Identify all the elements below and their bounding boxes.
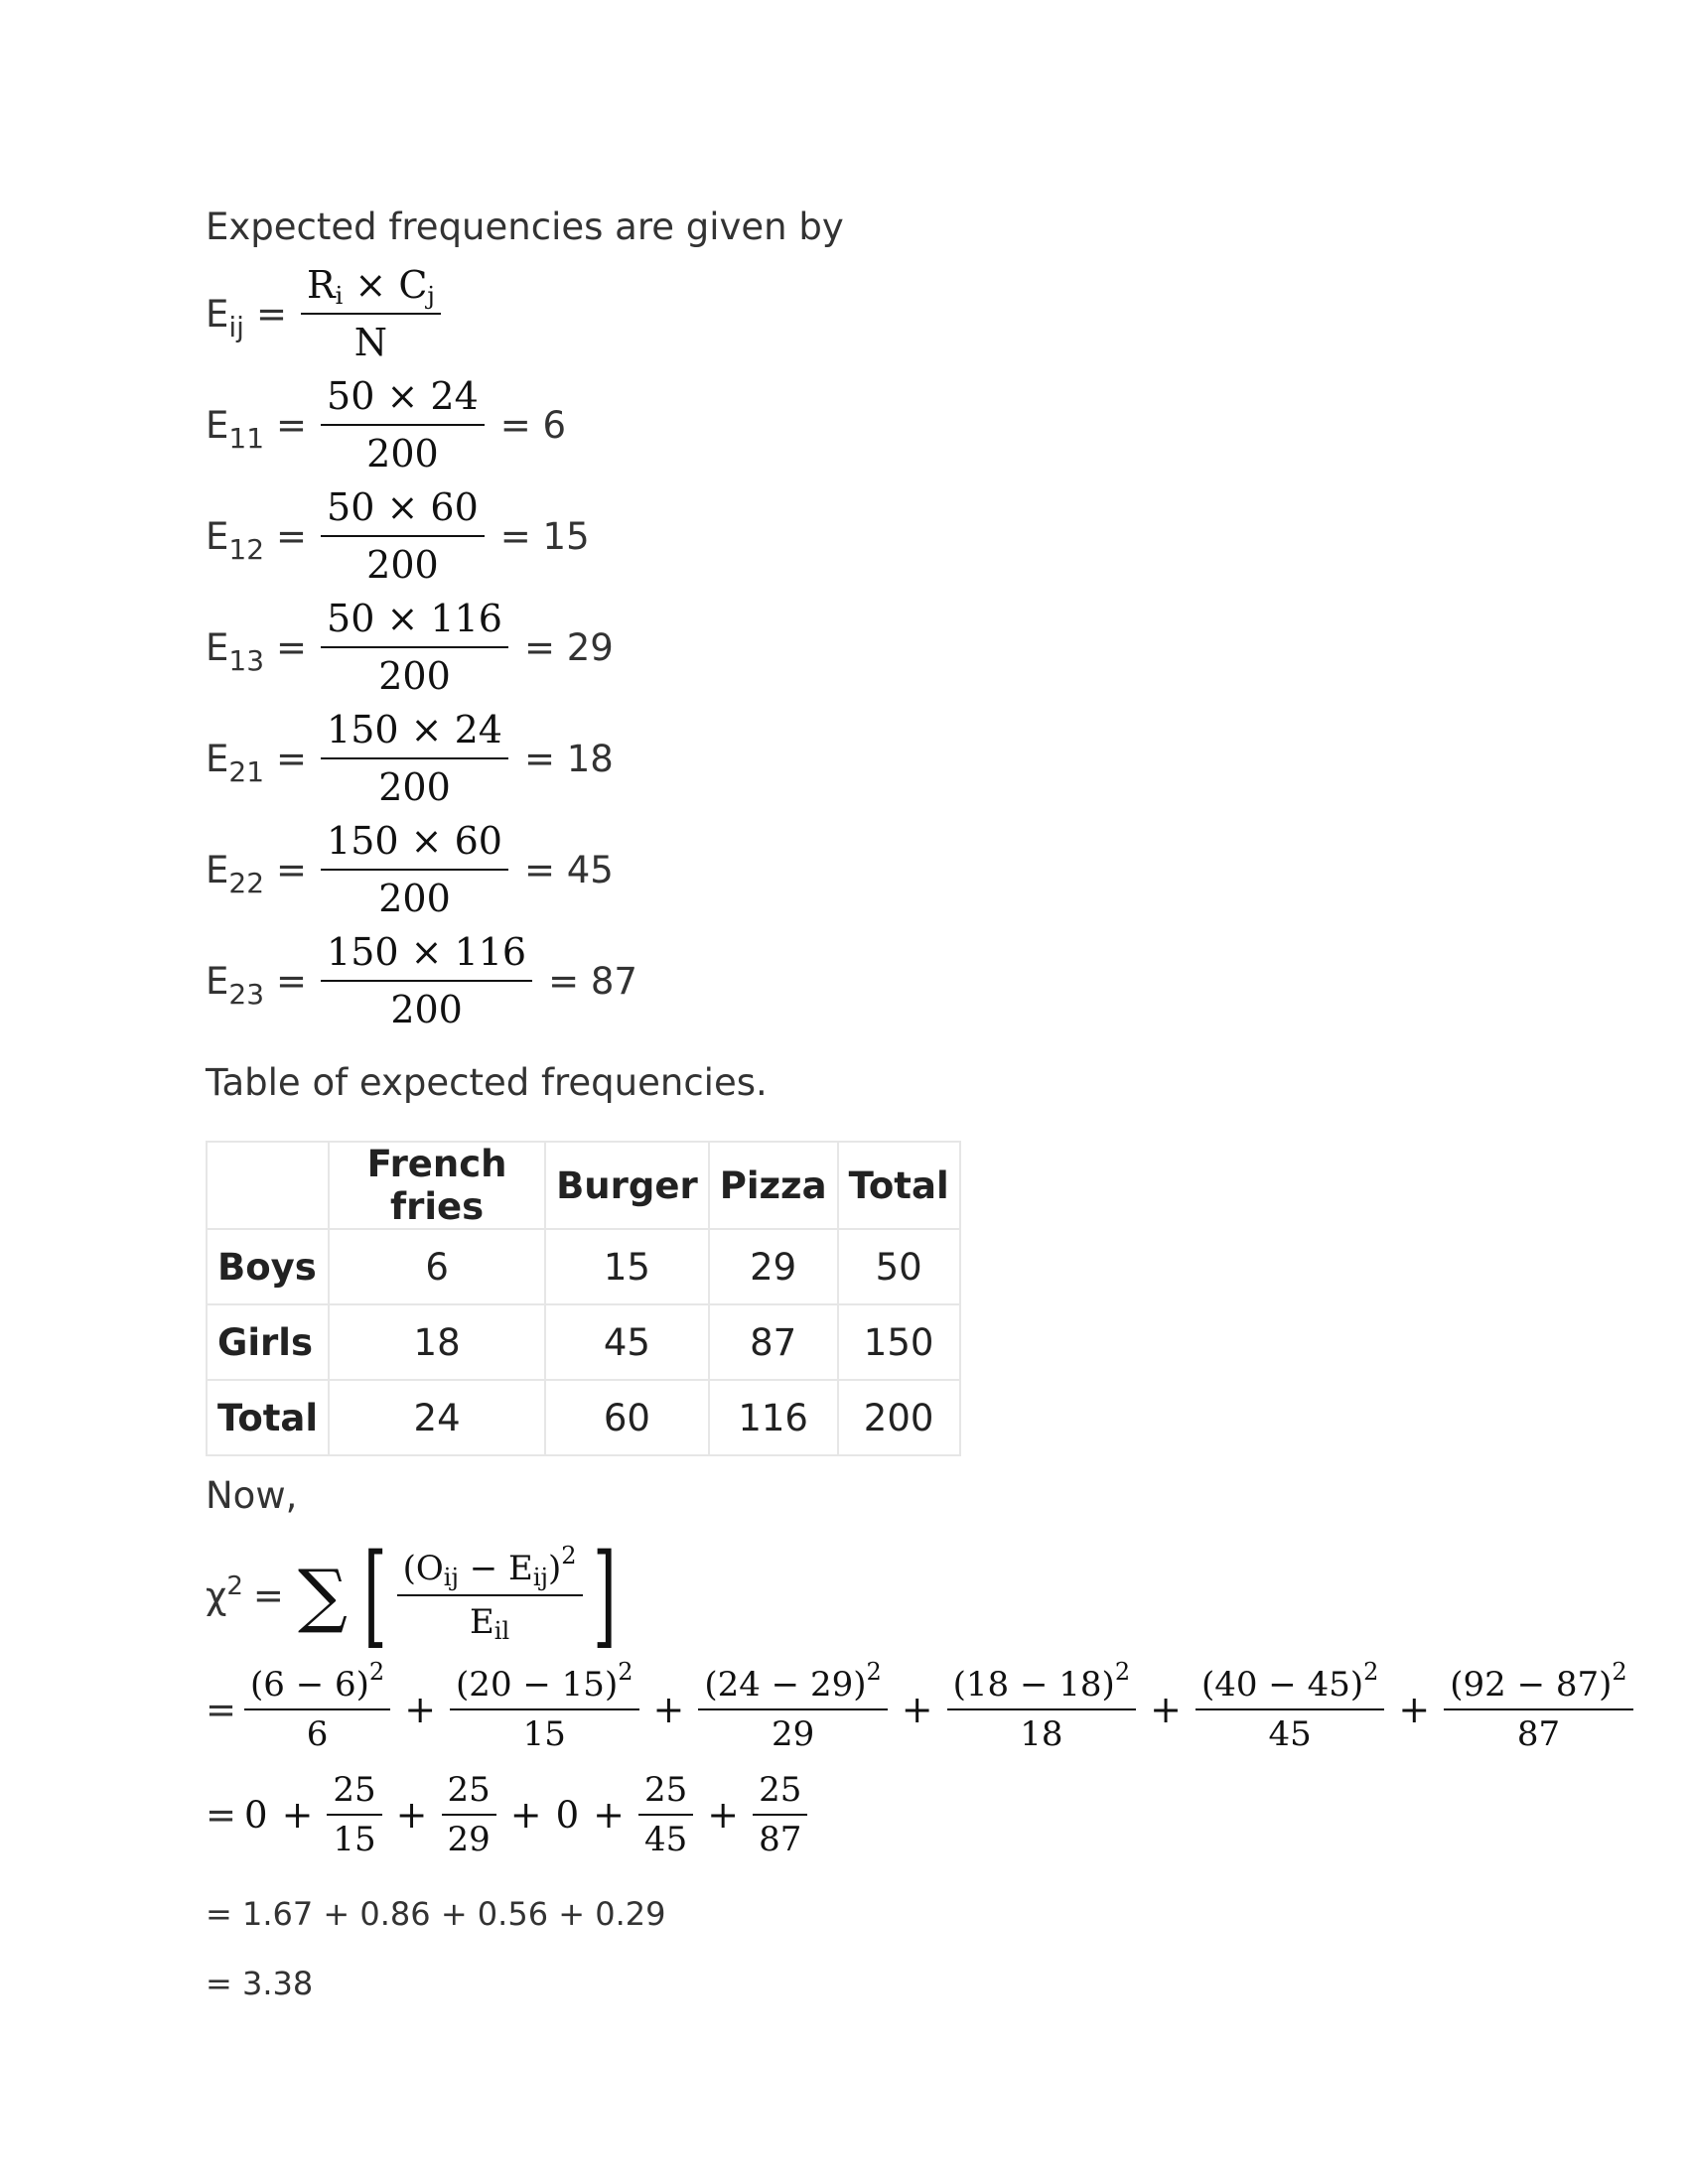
simplified-zero: 0	[244, 1793, 268, 1837]
equation-result: = 29	[523, 625, 614, 669]
plus-sign: +	[1398, 1688, 1431, 1731]
expanded-sum	[206, 1658, 1627, 1754]
equation-numerator: 150 × 24	[321, 708, 508, 759]
general-times: ×	[354, 263, 387, 307]
equation-equals: =	[276, 737, 308, 780]
sum-term-denominator: 18	[1020, 1714, 1063, 1754]
table-cell: 50	[838, 1229, 960, 1304]
sum-term-numerator	[947, 1658, 1136, 1710]
sum-term-num-text: (24 − 29)	[704, 1665, 867, 1705]
plus-sign: +	[509, 1793, 542, 1837]
simplified-numerator: 25	[753, 1770, 807, 1816]
table-cell: 87	[709, 1304, 838, 1380]
equation-result: = 87	[548, 959, 637, 1003]
sum-term-num-text: (18 − 18)	[952, 1665, 1115, 1705]
equation-fraction	[321, 930, 532, 1031]
general-fraction	[301, 263, 441, 364]
sum-equals: =	[206, 1688, 237, 1731]
equation-e22	[206, 819, 1496, 920]
general-num-c-sub: j	[427, 282, 435, 310]
sum-term-num-text: (20 − 15)	[456, 1665, 619, 1705]
general-formula	[206, 263, 1496, 364]
sum-term-num-text: (40 − 45)	[1200, 1665, 1364, 1705]
equation-lhs	[206, 959, 265, 1011]
plus-sign: +	[1150, 1688, 1182, 1731]
equation-denominator: 200	[390, 988, 463, 1031]
sum-term-num-text: (6 − 6)	[250, 1665, 369, 1705]
general-lhs-letter: E	[206, 292, 229, 336]
simplified-denominator: 87	[759, 1820, 802, 1859]
chi-numerator	[397, 1542, 583, 1596]
decimal-sum-line: = 1.67 + 0.86 + 0.56 + 0.29	[206, 1895, 666, 1933]
sum-term	[947, 1658, 1136, 1754]
table-cell: 60	[545, 1380, 709, 1455]
equation-lhs-sub: 23	[228, 977, 265, 1011]
equation-lhs-letter: E	[206, 848, 229, 891]
equation-lhs	[206, 737, 265, 788]
simplified-fraction	[442, 1770, 496, 1859]
sum-term-numerator	[450, 1658, 638, 1710]
equation-numerator: 150 × 60	[321, 819, 508, 871]
chi-den-sub: il	[493, 1617, 510, 1645]
equation-lhs	[206, 625, 265, 677]
equation-lhs-sub: 22	[228, 866, 265, 899]
sum-term-denominator: 29	[771, 1714, 815, 1754]
equation-lhs-sub: 13	[228, 643, 265, 677]
sum-term	[450, 1658, 638, 1754]
sum-term-denominator: 6	[306, 1714, 329, 1754]
equation-lhs	[206, 514, 265, 566]
equation-fraction	[321, 708, 508, 809]
table-cell: 15	[545, 1229, 709, 1304]
chi-den-letter: E	[469, 1602, 494, 1642]
expected-frequency-table	[206, 1141, 961, 1456]
equation-e21	[206, 708, 1496, 809]
equation-lhs-letter: E	[206, 403, 229, 447]
plus-sign: +	[593, 1793, 626, 1837]
chi-num-close: )	[547, 1549, 562, 1588]
general-num-c: C	[398, 263, 428, 307]
general-numerator	[301, 263, 441, 315]
left-bracket-icon: [	[362, 1531, 387, 1660]
equation-equals: =	[276, 848, 308, 891]
sum-term-numerator	[698, 1658, 887, 1710]
equation-denominator: 200	[378, 765, 451, 809]
chi-square-formula	[206, 1531, 1496, 1660]
equation-lhs-sub: 21	[228, 754, 265, 788]
chi-num-open: (O	[402, 1549, 444, 1588]
chi-letter: χ	[206, 1573, 227, 1617]
equation-denominator: 200	[366, 432, 439, 476]
equation-result: = 18	[523, 737, 614, 780]
table-header-cell: French fries	[329, 1142, 545, 1229]
simplified-denominator: 29	[447, 1820, 491, 1859]
sum-term	[1444, 1658, 1632, 1754]
table-header-row	[207, 1142, 960, 1229]
expected-equations	[206, 374, 1496, 1031]
simplified-numerator: 25	[638, 1770, 693, 1816]
sum-term-sup: 2	[1363, 1658, 1379, 1686]
table-header-cell: Total	[838, 1142, 960, 1229]
simplified-numerator: 25	[442, 1770, 496, 1816]
equation-lhs-sub: 12	[228, 532, 265, 566]
sum-term	[1196, 1658, 1384, 1754]
sum-term-sup: 2	[1114, 1658, 1131, 1686]
table-row	[207, 1380, 960, 1455]
table-cell: 24	[329, 1380, 545, 1455]
plus-sign: +	[281, 1793, 314, 1837]
equation-denominator: 200	[378, 877, 451, 920]
equation-fraction	[321, 485, 485, 587]
equation-e23	[206, 930, 1496, 1031]
chi-equals: =	[252, 1573, 284, 1617]
equation-e11	[206, 374, 1496, 476]
general-num-r: R	[306, 263, 336, 307]
chi-num-sup: 2	[561, 1542, 577, 1570]
equation-result: = 6	[499, 403, 567, 447]
general-equals: =	[255, 292, 287, 336]
equation-lhs-letter: E	[206, 737, 229, 780]
chi-fraction	[397, 1542, 583, 1645]
equation-fraction	[321, 597, 508, 698]
sum-term	[698, 1658, 887, 1754]
table-caption: Table of expected frequencies.	[206, 1061, 768, 1104]
equation-numerator: 50 × 116	[321, 597, 508, 648]
table-cell: 150	[838, 1304, 960, 1380]
final-result-line: = 3.38	[206, 1965, 314, 2002]
table-row-label: Girls	[207, 1304, 329, 1380]
plus-sign: +	[707, 1793, 740, 1837]
general-num-r-sub: i	[335, 282, 344, 310]
table-row	[207, 1229, 960, 1304]
general-lhs	[206, 292, 244, 343]
equation-result: = 45	[523, 848, 614, 891]
equation-fraction	[321, 819, 508, 920]
chi-num-sub2: ij	[532, 1564, 548, 1591]
table-cell: 116	[709, 1380, 838, 1455]
equation-lhs-letter: E	[206, 514, 229, 558]
plus-sign: +	[395, 1793, 428, 1837]
equation-lhs-letter: E	[206, 625, 229, 669]
sum-term-sup: 2	[1612, 1658, 1627, 1686]
equation-equals: =	[276, 514, 308, 558]
chi-sup: 2	[226, 1570, 243, 1601]
simplified-denominator: 15	[333, 1820, 376, 1859]
sum-term-numerator	[244, 1658, 390, 1710]
equation-numerator: 50 × 24	[321, 374, 485, 426]
sigma-symbol: ∑	[297, 1555, 348, 1636]
table-cell: 6	[329, 1229, 545, 1304]
table-row-label: Total	[207, 1380, 329, 1455]
equation-numerator: 50 × 60	[321, 485, 485, 537]
equation-equals: =	[276, 403, 308, 447]
plus-sign: +	[901, 1688, 933, 1731]
sum-term-sup: 2	[618, 1658, 633, 1686]
equation-lhs	[206, 403, 265, 455]
simplified-numerator: 25	[327, 1770, 381, 1816]
equation-lhs-sub: 11	[228, 421, 265, 455]
sum-term-sup: 2	[866, 1658, 882, 1686]
equation-denominator: 200	[366, 543, 439, 587]
chi-num-sub1: ij	[443, 1564, 459, 1591]
simplified-fraction	[638, 1770, 693, 1859]
equation-equals: =	[276, 959, 308, 1003]
table-header-cell	[207, 1142, 329, 1229]
simplified-denominator: 45	[644, 1820, 688, 1859]
sum-term-num-text: (92 − 87)	[1450, 1665, 1613, 1705]
table-cell: 18	[329, 1304, 545, 1380]
simplified-equals: =	[206, 1793, 237, 1837]
chi-num-mid: − E	[458, 1549, 533, 1588]
table-header-cell: Pizza	[709, 1142, 838, 1229]
equation-lhs-letter: E	[206, 959, 229, 1003]
sum-term-numerator	[1196, 1658, 1384, 1710]
document-page	[206, 199, 1627, 2034]
sum-term-denominator: 87	[1516, 1714, 1561, 1754]
equation-lhs	[206, 848, 265, 899]
table-cell: 45	[545, 1304, 709, 1380]
simplified-zero: 0	[555, 1793, 580, 1837]
simplified-fraction	[327, 1770, 381, 1859]
equation-e12	[206, 485, 1496, 587]
table-cell: 200	[838, 1380, 960, 1455]
equation-numerator: 150 × 116	[321, 930, 532, 982]
simplified-fraction	[753, 1770, 807, 1859]
sum-term-denominator: 45	[1268, 1714, 1312, 1754]
table-cell: 29	[709, 1229, 838, 1304]
equation-e13	[206, 597, 1496, 698]
simplified-sum	[206, 1770, 1496, 1859]
general-lhs-sub: ij	[228, 310, 244, 343]
equation-result: = 15	[499, 514, 590, 558]
table-row	[207, 1304, 960, 1380]
right-bracket-icon: ]	[592, 1531, 617, 1660]
general-denominator: N	[353, 321, 388, 364]
now-text: Now,	[206, 1474, 298, 1517]
plus-sign: +	[652, 1688, 685, 1731]
plus-sign: +	[404, 1688, 437, 1731]
equation-fraction	[321, 374, 485, 476]
table-header-cell: Burger	[545, 1142, 709, 1229]
table-row-label: Boys	[207, 1229, 329, 1304]
chi-denominator	[469, 1596, 510, 1645]
chi-symbol	[206, 1570, 243, 1617]
equation-denominator: 200	[378, 654, 451, 698]
intro-text: Expected frequencies are given by	[206, 205, 844, 248]
sum-term-denominator: 15	[522, 1714, 566, 1754]
sum-term-sup: 2	[368, 1658, 385, 1686]
sum-term-numerator	[1444, 1658, 1632, 1710]
equation-equals: =	[276, 625, 308, 669]
sum-term	[244, 1658, 390, 1754]
